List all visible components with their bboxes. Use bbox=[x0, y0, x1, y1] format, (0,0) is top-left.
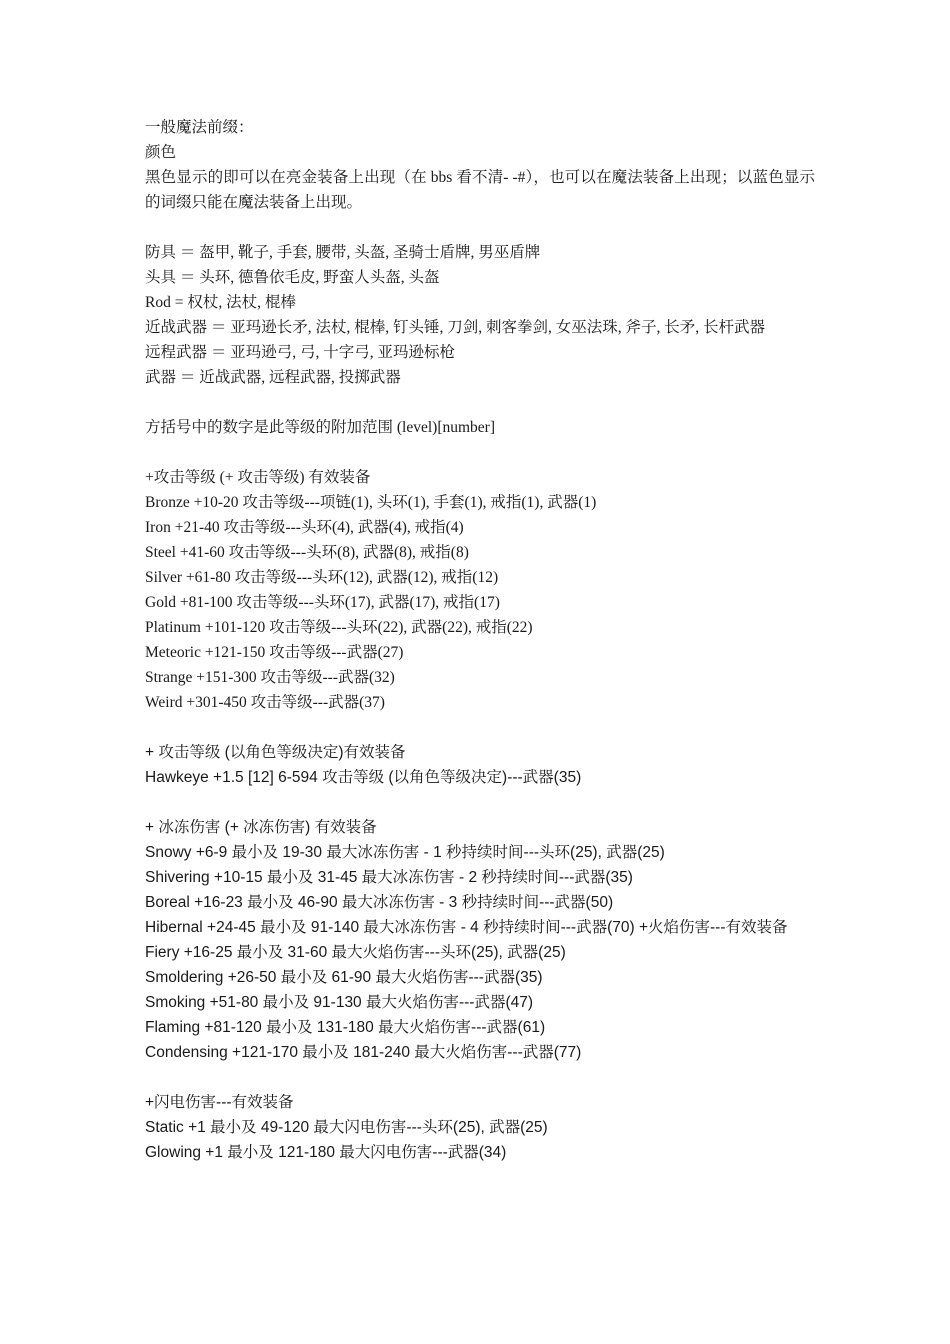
list-item: Weird +301-450 攻击等级---武器(37) bbox=[145, 694, 385, 711]
document-page bbox=[145, 115, 815, 1165]
section-heading: +攻击等级 (+ 攻击等级) 有效装备 bbox=[145, 469, 371, 486]
list-item: Strange +151-300 攻击等级---武器(32) bbox=[145, 669, 395, 686]
list-item: Meteoric +121-150 攻击等级---武器(27) bbox=[145, 644, 404, 661]
list-item: Bronze +10-20 攻击等级---项链(1), 头环(1), 手套(1), 戒指(1), 武器(1) bbox=[145, 494, 597, 511]
list-item: Snowy +6-9 最小及 19-30 最大冰冻伤害 - 1 秒持续时间---头环(25), 武器(25) bbox=[145, 844, 665, 861]
spacer bbox=[145, 790, 815, 815]
section-heading: + 攻击等级 (以角色等级决定)有效装备 bbox=[145, 744, 406, 761]
list-item: Shivering +10-15 最小及 31-45 最大冰冻伤害 - 2 秒持续时间---武器(35) bbox=[145, 869, 633, 886]
list-item: Steel +41-60 攻击等级---头环(8), 武器(8), 戒指(8) bbox=[145, 544, 469, 561]
bracket-note: 方括号中的数字是此等级的附加范围 (level)[number] bbox=[145, 419, 495, 436]
list-item: Boreal +16-23 最小及 46-90 最大冰冻伤害 - 3 秒持续时间---武器(50) bbox=[145, 894, 614, 911]
list-item: Flaming +81-120 最小及 131-180 最大火焰伤害---武器(61) bbox=[145, 1019, 546, 1036]
fire-damage-section bbox=[145, 940, 815, 1065]
list-item: Platinum +101-120 攻击等级---头环(22), 武器(22), 戒指(22) bbox=[145, 619, 533, 636]
list-item: Hibernal +24-45 最小及 91-140 最大冰冻伤害 - 4 秒持续时间---武器(70) +火焰伤害---有效装备 bbox=[145, 919, 788, 936]
spacer bbox=[145, 715, 815, 740]
definition-melee: 近战武器 ＝ 亚玛逊长矛, 法杖, 棍棒, 钉头锤, 刀剑, 刺客拳剑, 女巫法珠, 斧子, 长矛, 长杆武器 bbox=[145, 319, 766, 336]
cold-damage-section bbox=[145, 815, 815, 940]
definition-armor: 防具 ＝ 盔甲, 靴子, 手套, 腰带, 头盔, 圣骑士盾牌, 男巫盾牌 bbox=[145, 244, 541, 261]
document-title: 一般魔法前缀： bbox=[145, 119, 254, 136]
attack-rating-level-section bbox=[145, 740, 815, 790]
list-item: Smoldering +26-50 最小及 61-90 最大火焰伤害---武器(35) bbox=[145, 969, 543, 986]
spacer bbox=[145, 215, 815, 240]
definition-rod: Rod = 权杖, 法杖, 棍棒 bbox=[145, 294, 296, 311]
definitions-list bbox=[145, 240, 815, 390]
list-item: Static +1 最小及 49-120 最大闪电伤害---头环(25), 武器(25) bbox=[145, 1119, 548, 1136]
definition-weapon: 武器 ＝ 近战武器, 远程武器, 投掷武器 bbox=[145, 369, 401, 386]
list-item: Glowing +1 最小及 121-180 最大闪电伤害---武器(34) bbox=[145, 1144, 507, 1161]
spacer bbox=[145, 390, 815, 415]
list-item: Iron +21-40 攻击等级---头环(4), 武器(4), 戒指(4) bbox=[145, 519, 464, 536]
section-heading: + 冰冻伤害 (+ 冰冻伤害) 有效装备 bbox=[145, 819, 377, 836]
lightning-damage-section bbox=[145, 1090, 815, 1165]
list-item: Gold +81-100 攻击等级---头环(17), 武器(17), 戒指(17) bbox=[145, 594, 500, 611]
list-item: Hawkeye +1.5 [12] 6-594 攻击等级 (以角色等级决定)---武器(35) bbox=[145, 769, 582, 786]
spacer bbox=[145, 1065, 815, 1090]
color-heading: 颜色 bbox=[145, 144, 177, 161]
list-item: Smoking +51-80 最小及 91-130 最大火焰伤害---武器(47) bbox=[145, 994, 534, 1011]
spacer bbox=[145, 440, 815, 465]
color-note: 黑色显示的即可以在亮金装备上出现（在 bbs 看不清- -#），也可以在魔法装备上出现；以蓝色显示的词缀只能在魔法装备上出现。 bbox=[145, 169, 815, 211]
section-heading: +闪电伤害---有效装备 bbox=[145, 1094, 294, 1111]
list-item: Condensing +121-170 最小及 181-240 最大火焰伤害---武器(77) bbox=[145, 1044, 582, 1061]
definition-ranged: 远程武器 ＝ 亚玛逊弓, 弓, 十字弓, 亚玛逊标枪 bbox=[145, 344, 456, 361]
list-item: Fiery +16-25 最小及 31-60 最大火焰伤害---头环(25), 武器(25) bbox=[145, 944, 566, 961]
definition-helm: 头具 ＝ 头环, 德鲁依毛皮, 野蛮人头盔, 头盔 bbox=[145, 269, 440, 286]
attack-rating-section bbox=[145, 465, 815, 715]
list-item: Silver +61-80 攻击等级---头环(12), 武器(12), 戒指(12) bbox=[145, 569, 499, 586]
